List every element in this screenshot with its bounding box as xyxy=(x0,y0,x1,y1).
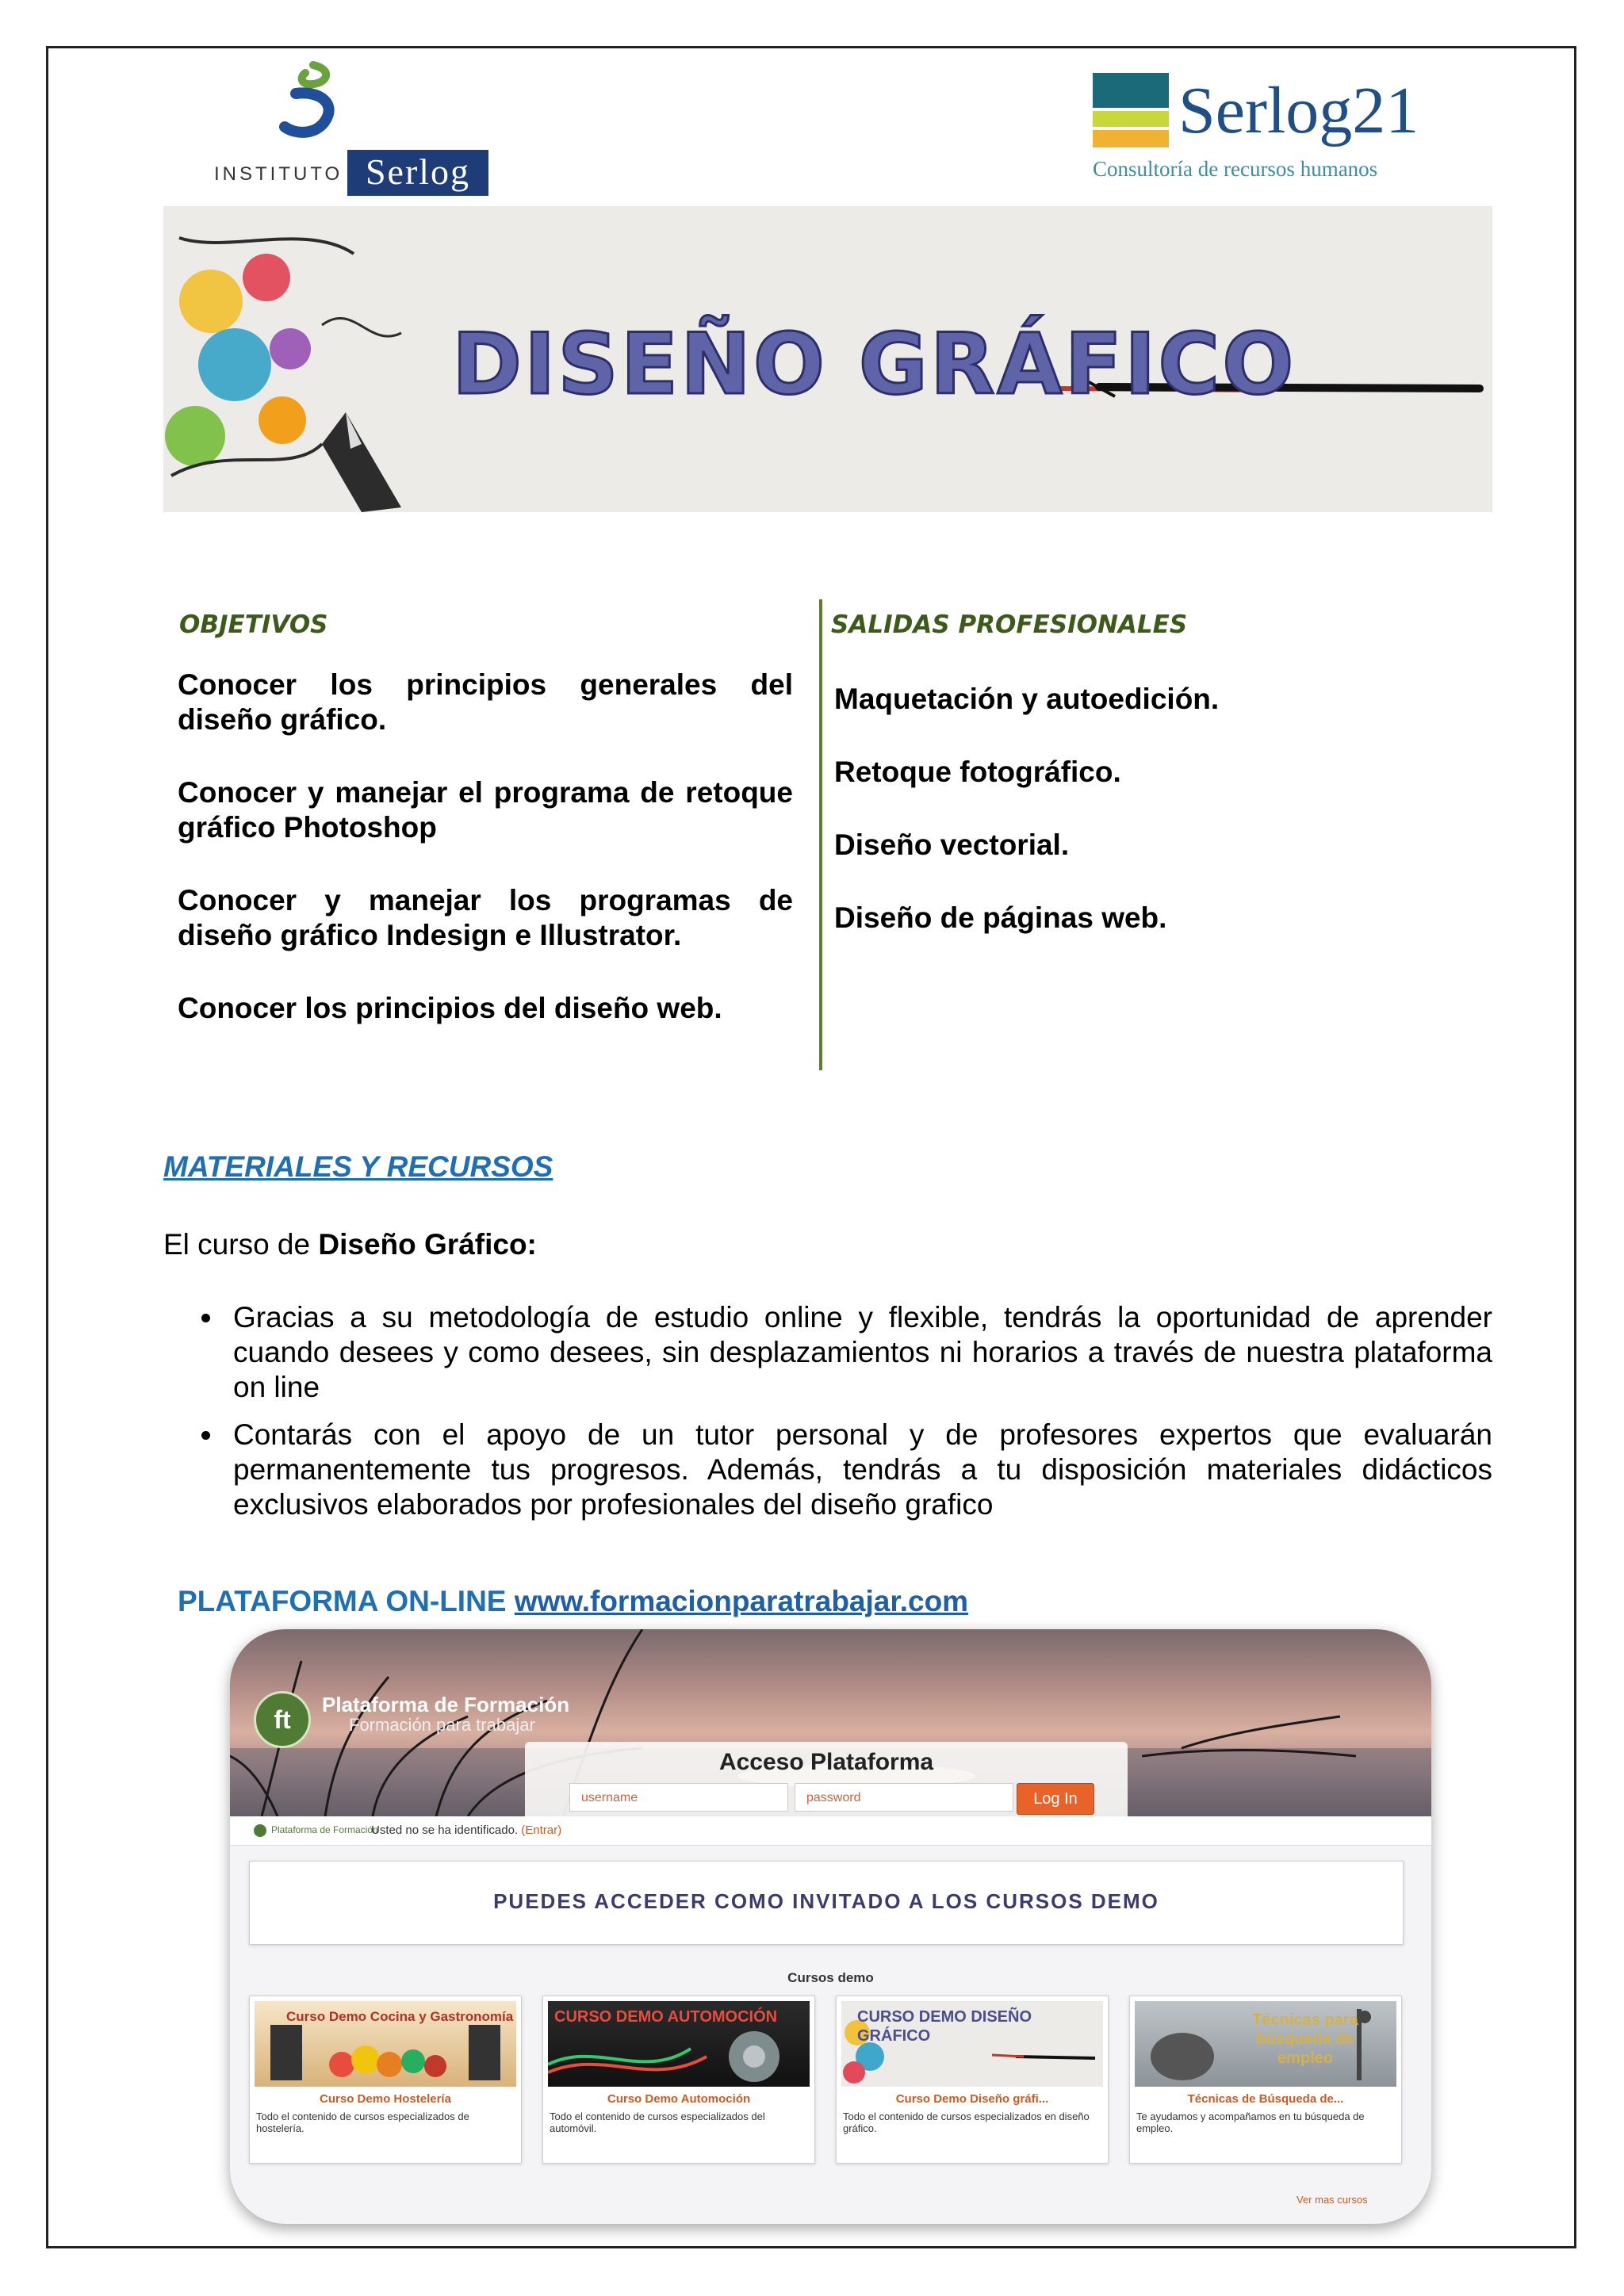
platform-brand: Plataforma de Formación xyxy=(322,1693,570,1716)
course-image xyxy=(255,2001,516,2087)
course-title[interactable]: Curso Demo Automoción xyxy=(607,2092,751,2106)
plataforma-label: PLATAFORMA ON-LINE xyxy=(178,1585,507,1617)
demo-courses-heading: Cursos demo xyxy=(787,1970,874,1985)
materiales-heading: MATERIALES Y RECURSOS xyxy=(163,1150,553,1183)
guest-access-banner xyxy=(249,1861,1404,1945)
plataforma-url-link[interactable]: www.formacionparatrabajar.com xyxy=(514,1585,969,1617)
course-description: Te ayudamos y acompañamos en tu búsqueda de empleo. xyxy=(1136,2110,1365,2134)
logo-name: Serlog xyxy=(347,150,488,196)
course-card-hosteleria[interactable] xyxy=(249,1996,522,2164)
logo-prefix: INSTITUTO xyxy=(214,163,343,185)
course-description: Todo el contenido de cursos especializados del automóvil. xyxy=(550,2110,765,2134)
logo-right-subtitle: Consultoría de recursos humanos xyxy=(1093,157,1378,181)
plataforma-line xyxy=(178,1584,968,1619)
bar-brand: Plataforma de Formación xyxy=(271,1824,378,1835)
small-ft-icon xyxy=(254,1824,266,1837)
course-title[interactable]: Curso Demo Diseño gráfi... xyxy=(895,2092,1049,2106)
course-title[interactable]: Técnicas de Búsqueda de... xyxy=(1187,2092,1344,2106)
bullet-item: Contarás con el apoyo de un tutor personal y de profesores expertos que evaluarán permanentemente tus progresos. Además, tendrás a tu disposición materiales didácticos exclusivos elaborados por profesionales del diseño grafico xyxy=(195,1418,1492,1522)
materiales-bullets xyxy=(195,1300,1492,1535)
login-title: Acceso Plataforma xyxy=(718,1749,934,1775)
salidas-list xyxy=(834,682,1437,974)
instituto-serlog-logo xyxy=(214,59,488,198)
platform-screenshot xyxy=(230,1629,1431,2224)
objetivo-item: Conocer y manejar el programa de retoque gráfico Photoshop xyxy=(178,776,793,844)
course-image-caption: Curso Demo Cocina y Gastronomía xyxy=(286,2009,514,2024)
logo-right-name: Serlog21 xyxy=(1178,74,1419,147)
objetivos-heading: OBJETIVOS xyxy=(179,610,328,639)
platform-tagline: Formación para trabajar xyxy=(349,1715,535,1735)
course-image-caption: CURSO DEMO DISEÑO GRÁFICO xyxy=(857,2008,1032,2045)
course-image xyxy=(548,2001,810,2087)
materiales-intro xyxy=(163,1227,537,1262)
course-card-automocion[interactable] xyxy=(542,1996,815,2164)
login-button[interactable]: Log In xyxy=(1017,1783,1094,1815)
intro-prefix: El curso de xyxy=(163,1228,311,1261)
serlog21-mark-icon xyxy=(1093,73,1172,149)
guest-access-text: PUEDES ACCEDER COMO INVITADO A LOS CURSOS DEMO xyxy=(493,1889,1159,1913)
salidas-heading: SALIDAS PROFESIONALES xyxy=(831,610,1188,639)
course-banner xyxy=(163,206,1492,512)
login-panel xyxy=(525,1742,1128,1816)
enter-link[interactable]: (Entrar) xyxy=(521,1823,562,1837)
username-input[interactable]: username xyxy=(569,1783,788,1812)
header-photo xyxy=(230,1629,1431,1816)
serlog21-logo xyxy=(1093,73,1434,192)
course-image-caption: CURSO DEMO AUTOMOCIÓN xyxy=(554,2008,778,2026)
objetivos-list xyxy=(178,668,793,1064)
bullet-item: Gracias a su metodología de estudio online y flexible, tendrás la oportunidad de aprender cuando desees y como desees, sin desplazamientos ni horarios a través de nuestra plataforma on line xyxy=(195,1300,1492,1405)
login-status: Usted no se ha identificado. (Entrar) xyxy=(371,1823,562,1837)
salida-item: Maquetación y autoedición. xyxy=(834,683,1220,715)
demo-course-cards xyxy=(249,1996,1402,2162)
salida-item: Diseño de páginas web. xyxy=(834,901,1167,934)
bullet-dot-icon xyxy=(201,1314,210,1322)
swirl-icon xyxy=(258,59,353,154)
course-title[interactable]: Curso Demo Hostelería xyxy=(320,2092,451,2106)
status-bar xyxy=(230,1816,1431,1846)
course-image xyxy=(1135,2001,1396,2087)
salida-item: Retoque fotográfico. xyxy=(834,756,1121,788)
column-divider xyxy=(819,599,822,1070)
objetivo-item: Conocer y manejar los programas de diseño gráfico Indesign e Illustrator. xyxy=(178,884,793,951)
ft-logo: ft xyxy=(254,1691,311,1748)
banner-title: DISEÑO GRÁFICO xyxy=(452,316,1297,413)
bullet-dot-icon xyxy=(201,1431,210,1440)
password-input[interactable]: password xyxy=(795,1783,1013,1812)
course-description: Todo el contenido de cursos especializados de hostelería. xyxy=(256,2110,469,2134)
more-courses-link[interactable]: Ver mas cursos xyxy=(1297,2194,1368,2206)
course-card-diseno[interactable] xyxy=(836,1996,1109,2164)
course-description: Todo el contenido de cursos especializados en diseño gráfico. xyxy=(843,2110,1090,2134)
salida-item: Diseño vectorial. xyxy=(834,828,1070,861)
objetivo-item: Conocer los principios generales del diseño gráfico. xyxy=(178,668,793,736)
course-image-caption: Técnicas para búsqueda de empleo xyxy=(1252,2011,1358,2067)
course-image xyxy=(841,2001,1103,2087)
course-card-empleo[interactable] xyxy=(1129,1996,1402,2164)
objetivo-item: Conocer los principios del diseño web. xyxy=(178,992,722,1024)
intro-course-name: Diseño Gráfico: xyxy=(318,1228,537,1261)
